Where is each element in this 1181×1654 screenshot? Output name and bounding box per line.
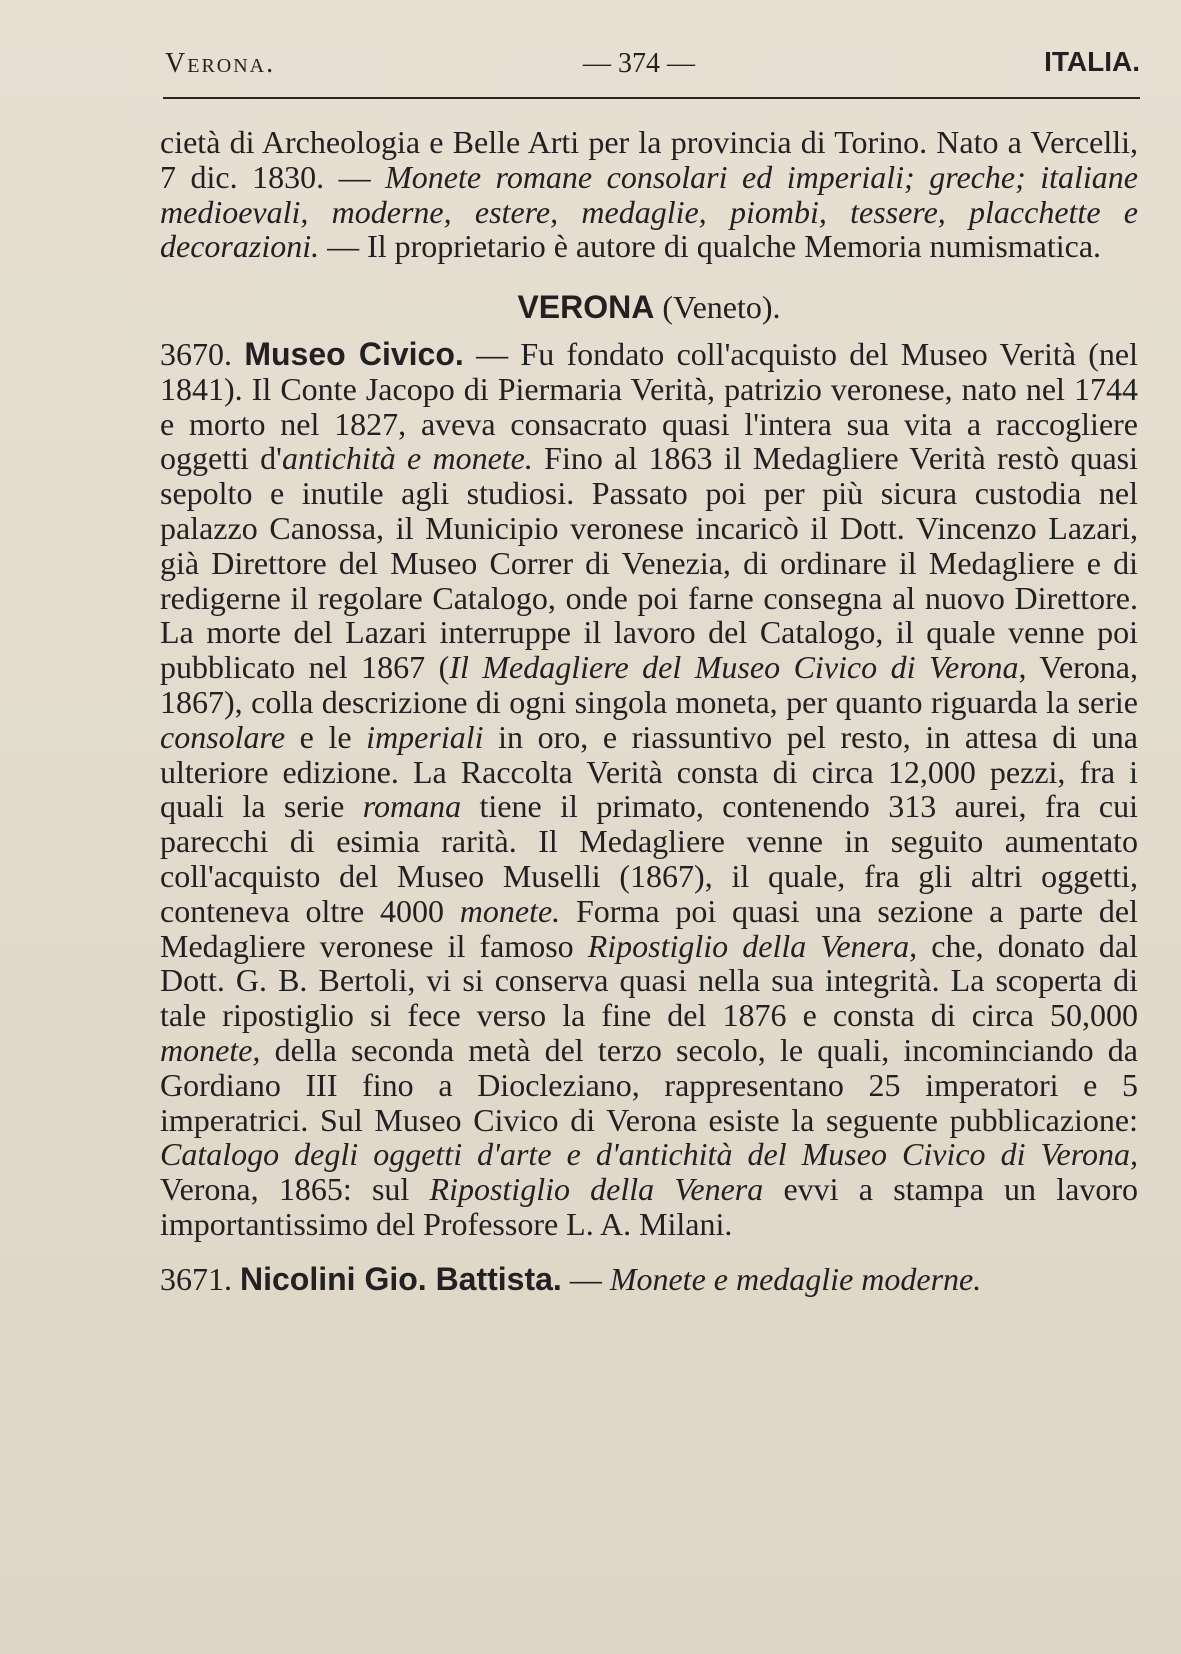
text-run: tiene il primato, contenendo 313 aurei, fra cui parecchi di esimia rarità. Il Medagliere venne in seguito aumentato coll'acquisto del Museo Muselli (1867), il quale, fra gli altri oggetti, conteneva oltre 4000 bbox=[160, 788, 1139, 929]
text-run: che, donato dal Dott. G. B. Bertoli, vi si conserva quasi nella sua integrità. La scoperta di tale ripostiglio si fece verso la fine del 1876 e consta di circa 50,000 bbox=[160, 927, 1138, 1034]
text-run: cietà di Archeologia e Belle Arti per la provincia di Torino. Nato a Vercelli, 7 dic. 1830. — bbox=[160, 124, 1138, 195]
italic-run: imperiali bbox=[366, 718, 484, 755]
italic-run: antichità e monete. bbox=[281, 440, 533, 477]
entry-number: 3670. bbox=[160, 335, 245, 372]
previous-entry-continuation bbox=[160, 125, 1138, 264]
text-run: evvi a stampa un lavoro importantissimo del Professore L. A. Milani. bbox=[160, 1171, 1139, 1242]
italic-run: Catalogo degli oggetti d'arte e d'antichità del Museo Civico di Verona, bbox=[160, 1136, 1138, 1173]
italic-run: Ripostiglio della Venera bbox=[429, 1171, 764, 1208]
entry-3671 bbox=[160, 1262, 1138, 1297]
collection-description: Monete romane consolari ed imperiali; greche; italiane medioevali, moderne, estere, medaglie, piombi, tessere, placchette e decorazioni. bbox=[160, 158, 1138, 265]
header-city: Verona. bbox=[165, 48, 276, 79]
text-run: in oro, e riassuntivo pel resto, in attesa di una ulteriore edizione. La Raccolta Verità consta di circa 12,000 pezzi, fra i quali la serie bbox=[160, 718, 1139, 825]
section-city: VERONA bbox=[517, 289, 655, 326]
entry-name: Nicolini Gio. Battista. bbox=[240, 1260, 562, 1297]
entry-number: 3671. bbox=[160, 1260, 240, 1297]
text-run: — Fu fondato coll'acquisto del Museo Verità (nel 1841). Il Conte Jacopo di Piermaria Verità, patrizio veronese, nato nel 1744 e morto nel 1827, aveva consacrato quasi l'intera sua vita a raccogliere oggetti d' bbox=[160, 335, 1138, 477]
text-run: Fino al 1863 il Medagliere Verità restò quasi sepolto e inutile agli studiosi. Passato poi per più sicura custodia nel palazzo Canossa, il Municipio veronese incaricò il Dott. Vincenzo Lazari, già Direttore del Museo Correr di Venezia, di ordinare il Medagliere e di redigerne il regolare Catalogo, onde poi farne consegna al nuovo Direttore. La morte del Lazari interruppe il lavoro del Catalogo, il quale venne poi pubblicato nel 1867 ( bbox=[160, 440, 1139, 686]
text-run: — Il proprietario è autore di qualche Memoria numismatica. bbox=[319, 228, 1102, 265]
section-heading bbox=[160, 290, 1138, 325]
text-run: Forma poi quasi una sezione a parte del Medagliere veronese il famoso bbox=[160, 892, 1139, 964]
text-run: Verona, 1865: sul bbox=[160, 1171, 430, 1208]
text-run: della seconda metà del terzo secolo, le quali, incominciando da Gordiano III fino a Diocleziano, rappresentano 25 imperatori e 5 imperatrici. Sul Museo Civico di Verona esiste la seguente pubblicazione: bbox=[160, 1031, 1138, 1138]
italic-run: monete, bbox=[160, 1031, 261, 1068]
section-region: (Veneto). bbox=[654, 289, 781, 326]
italic-run: Il Medagliere del Museo Civico di Verona bbox=[449, 649, 1019, 686]
entry-name: Museo Civico. bbox=[244, 335, 464, 372]
italic-run: romana bbox=[362, 788, 462, 825]
italic-run: Ripostiglio della Venera, bbox=[587, 927, 918, 964]
header-country: ITALIA. bbox=[1044, 46, 1140, 77]
page-body bbox=[160, 125, 1138, 1297]
page-number: — 374 — bbox=[583, 48, 695, 79]
entry-3670 bbox=[160, 337, 1138, 1242]
italic-run: monete. bbox=[459, 892, 561, 929]
header-rule bbox=[163, 97, 1140, 99]
text-run: , Verona, 1867), colla descrizione di ogni singola moneta, per quanto riguarda la serie bbox=[160, 649, 1139, 720]
text-run: e le bbox=[285, 718, 367, 755]
running-header bbox=[165, 48, 1140, 92]
italic-run: consolare bbox=[160, 718, 286, 755]
collection-description: Monete e medaglie moderne. bbox=[609, 1260, 982, 1297]
text-run: — bbox=[561, 1260, 610, 1297]
